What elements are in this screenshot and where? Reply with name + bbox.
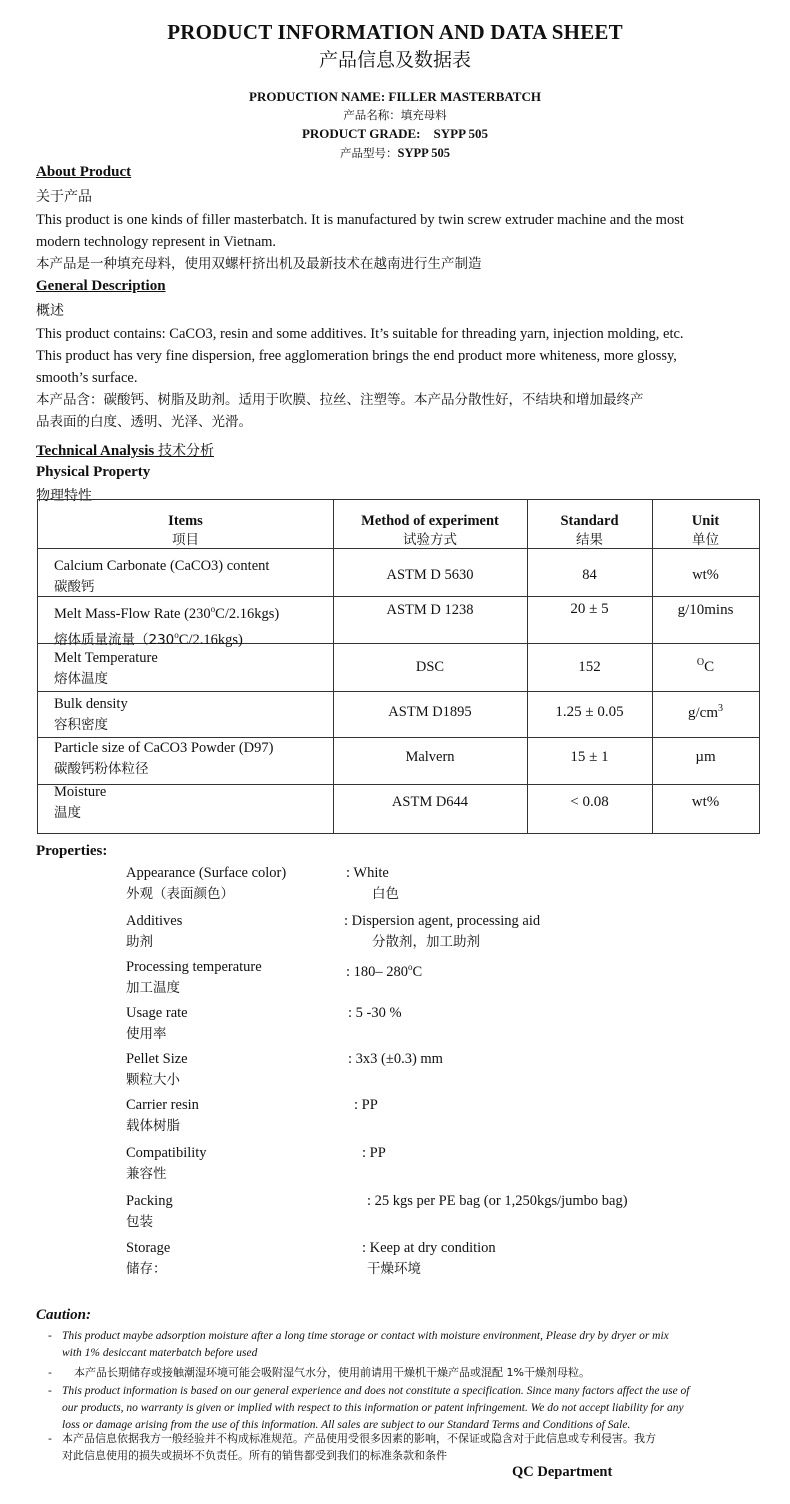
caution-line: 对此信息使用的损失或损坏不负责任。所有的销售都受到我们的标准条款和条件 xyxy=(62,1449,447,1462)
property-usage-rate xyxy=(126,1003,188,1045)
table-header-method xyxy=(333,512,527,550)
caution-dash: - xyxy=(48,1330,52,1342)
property-appearance xyxy=(126,863,286,905)
general-title: General Description xyxy=(36,278,166,294)
caution-dash: - xyxy=(48,1366,52,1379)
unit-text: g/cm xyxy=(688,705,718,721)
property-label-cn: 外观（表面颜色） xyxy=(126,886,234,902)
about-text-cn: 本产品是一种填充母料，使用双螺杆挤出机及最新技术在越南进行生产制造 xyxy=(36,256,482,272)
caution-line: 本产品长期储存或接触潮湿环境可能会吸附湿气水分，使用前请用干燥机干燥产品或混配 1%干燥剂母粒。 xyxy=(74,1366,590,1379)
product-grade-line xyxy=(0,126,790,142)
table-row-standard: 1.25 ± 0.05 xyxy=(555,704,624,720)
caution-line: This product maybe adsorption moisture after a long time storage or contact with moisture environment, Please dry by dryer or mix xyxy=(62,1330,669,1342)
property-processing-temperature xyxy=(126,957,262,999)
property-label: Additives xyxy=(126,913,183,929)
caution-item-cn xyxy=(48,1364,774,1381)
property-carrier-resin-value: : PP xyxy=(354,1097,378,1113)
property-label: Usage rate xyxy=(126,1005,188,1021)
table-header-items xyxy=(38,512,333,550)
property-label-cn: 助剂 xyxy=(126,934,153,950)
item-en: Bulk density xyxy=(54,696,128,712)
caution-item-cn xyxy=(48,1430,774,1464)
item-cn-part: C/2.16kgs) xyxy=(178,631,243,648)
table-row-unit: g/10mins xyxy=(677,602,734,618)
table-row-unit: wt% xyxy=(691,794,720,810)
table-row-standard: 84 xyxy=(582,567,597,583)
item-en-part: C/2.16kgs) xyxy=(215,605,280,622)
property-packing-value: : 25 kgs per PE bag (or 1,250kgs/jumbo bag) xyxy=(367,1193,628,1209)
property-label: Packing xyxy=(126,1193,173,1209)
general-text-line: smooth’s surface. xyxy=(36,370,138,386)
caution-line: loss or damage arising from the use of this information. All sales are subject to our Standard Terms and Conditions of Sale. xyxy=(62,1419,631,1431)
general-text-cn xyxy=(36,389,766,433)
item-cn: 碳酸钙 xyxy=(54,579,95,595)
header-cn: 项目 xyxy=(172,532,199,548)
header-en: Method of experiment xyxy=(361,513,499,529)
property-additives xyxy=(126,911,182,953)
production-name-label: PRODUCTION NAME: xyxy=(249,89,386,104)
table-header-standard xyxy=(527,512,652,550)
general-text-cn-line: 品表面的白度、透明、光泽、光滑。 xyxy=(36,414,252,430)
physical-title-cn: 物理特性 xyxy=(36,488,92,504)
property-value-cn: 白色 xyxy=(372,886,399,902)
property-value: : 180– 280 xyxy=(346,963,409,980)
production-name-line xyxy=(0,89,790,105)
item-en xyxy=(54,599,279,625)
product-grade-cn-value: SYPP 505 xyxy=(397,146,450,160)
table-row-unit: µm xyxy=(695,749,716,765)
about-text-line: This product is one kinds of filler masterbatch. It is manufactured by twin screw extruder machine and the most xyxy=(36,212,684,228)
table-row-unit: wt% xyxy=(692,567,719,583)
about-text-line: modern technology represent in Vietnam. xyxy=(36,234,277,250)
header-cn: 结果 xyxy=(576,532,603,548)
header-en: Unit xyxy=(691,513,720,529)
about-title: About Product xyxy=(36,164,132,180)
property-appearance-value xyxy=(346,863,399,905)
table-row-standard: < 0.08 xyxy=(570,794,609,810)
product-grade-label: PRODUCT GRADE: xyxy=(301,126,421,141)
property-label-cn: 加工温度 xyxy=(126,980,180,996)
property-value: : White xyxy=(346,865,389,881)
product-grade-cn-label: 产品型号： xyxy=(340,146,398,160)
caution-item xyxy=(48,1383,774,1434)
caution-line: This product information is based on our general experience and does not constitute a specification. Since many factors affect the use of xyxy=(62,1385,690,1397)
product-grade-value: SYPP 505 xyxy=(433,126,489,141)
unit-sup: O xyxy=(696,657,705,668)
item-en: Calcium Carbonate (CaCO3) content xyxy=(54,558,270,574)
property-usage-rate-value: : 5 -30 % xyxy=(348,1005,402,1021)
degree-mark: o xyxy=(174,629,179,640)
table-row-method: ASTM D 1238 xyxy=(386,602,474,618)
item-en-part: Melt Mass-Flow Rate (230 xyxy=(54,605,211,622)
property-value-cn: 分散剂，加工助剂 xyxy=(372,934,480,950)
table-row-method: ASTM D644 xyxy=(391,794,469,810)
property-additives-value xyxy=(344,911,540,953)
general-title-cn: 概述 xyxy=(36,303,64,319)
caution-line: our products, no warranty is given or implied with respect to this information or patent infringement. We do not accept liability for any xyxy=(62,1402,684,1414)
degree-mark: o xyxy=(210,604,216,614)
caution-line: 本产品信息依据我方一般经验并不构成标准规范。产品使用受很多因素的影响，不保证或隐含对于此信息或专利侵害。我方 xyxy=(62,1432,656,1445)
item-cn-part: 熔体质量流量（230 xyxy=(54,631,175,648)
header-en: Items xyxy=(168,513,203,529)
caution-item xyxy=(48,1328,774,1362)
table-row-item xyxy=(54,738,273,780)
property-label-cn: 使用率 xyxy=(126,1026,167,1042)
caution-dash: - xyxy=(48,1432,52,1445)
caution-line: with 1% desiccant materbatch before used xyxy=(62,1347,258,1359)
table-row-item xyxy=(54,556,269,598)
degree-mark: o xyxy=(408,962,413,972)
page-title: PRODUCT INFORMATION AND DATA SHEET xyxy=(167,20,623,44)
property-value-unit: C xyxy=(412,963,423,980)
property-label: Compatibility xyxy=(126,1145,207,1161)
table-row-standard: 20 ± 5 xyxy=(570,601,609,617)
header-cn: 单位 xyxy=(692,532,719,548)
technical-title: Technical Analysis xyxy=(36,443,155,459)
property-packing xyxy=(126,1191,173,1233)
table-row-method: ASTM D 5630 xyxy=(386,567,474,583)
table-divider xyxy=(38,784,759,785)
signature: QC Department xyxy=(512,1464,613,1480)
item-cn: 碳酸钙粉体粒径 xyxy=(54,761,149,777)
table-row-item xyxy=(54,599,279,651)
property-label: Storage xyxy=(126,1240,171,1256)
table-header-unit xyxy=(652,512,759,550)
property-label: Processing temperature xyxy=(126,959,262,975)
property-label: Carrier resin xyxy=(126,1097,199,1113)
table-divider xyxy=(38,691,759,692)
item-en: Melt Temperature xyxy=(54,650,158,666)
property-label-cn: 兼容性 xyxy=(126,1166,167,1182)
property-label-cn: 包装 xyxy=(126,1214,153,1230)
property-compatibility xyxy=(126,1143,207,1185)
header-en: Standard xyxy=(560,513,619,529)
table-row-unit xyxy=(652,657,759,676)
general-text xyxy=(36,323,776,389)
physical-property-table xyxy=(37,499,760,834)
general-text-line: This product has very fine dispersion, free agglomeration brings the end product more whiteness, more glossy, xyxy=(36,348,677,364)
properties-title: Properties: xyxy=(36,843,108,859)
item-en: Moisture xyxy=(54,784,107,800)
property-pellet-size xyxy=(126,1049,188,1091)
table-row-item xyxy=(54,694,128,736)
item-cn xyxy=(54,625,279,651)
table-row-method: DSC xyxy=(415,659,445,675)
property-value: : Dispersion agent, processing aid xyxy=(344,913,541,929)
caution-title: Caution: xyxy=(36,1307,92,1323)
general-text-cn-line: 本产品含：碳酸钙、树脂及助剂。适用于吹膜、拉丝、注塑等。本产品分散性好，不结块和增加最终产 xyxy=(36,392,644,408)
property-carrier-resin xyxy=(126,1095,199,1137)
table-row-standard: 152 xyxy=(578,659,601,675)
property-label: Pellet Size xyxy=(126,1051,188,1067)
unit-sup: 3 xyxy=(718,703,723,714)
technical-title-line xyxy=(36,440,214,460)
about-title-cn: 关于产品 xyxy=(36,189,92,205)
physical-title: Physical Property xyxy=(36,464,151,480)
table-row-item xyxy=(54,648,158,690)
table-row-item xyxy=(54,782,106,824)
property-label: Appearance (Surface color) xyxy=(126,865,287,881)
item-en: Particle size of CaCO3 Powder (D97) xyxy=(54,740,274,756)
property-storage-value xyxy=(362,1238,496,1280)
item-cn: 熔体温度 xyxy=(54,671,108,687)
property-compatibility-value: : PP xyxy=(362,1145,386,1161)
table-row-method: Malvern xyxy=(405,749,455,765)
table-row-unit xyxy=(652,703,759,722)
property-value: : Keep at dry condition xyxy=(362,1240,496,1256)
page-title-cn: 产品信息及数据表 xyxy=(318,49,471,71)
table-row-standard: 15 ± 1 xyxy=(570,749,609,765)
table-row-method: ASTM D1895 xyxy=(388,704,472,720)
item-cn: 温度 xyxy=(54,805,81,821)
property-value-cn: 干燥环境 xyxy=(367,1261,421,1277)
about-text xyxy=(36,209,776,253)
production-name-cn: 产品名称：填充母料 xyxy=(343,108,447,122)
general-text-line: This product contains: CaCO3, resin and some additives. It’s suitable for threading yarn, injection molding, etc. xyxy=(36,326,684,342)
item-cn: 容积密度 xyxy=(54,717,108,733)
property-processing-temperature-value xyxy=(346,957,422,983)
property-pellet-size-value: : 3x3 (±0.3) mm xyxy=(348,1051,443,1067)
property-label-cn: 载体树脂 xyxy=(126,1118,180,1134)
unit-text: C xyxy=(704,659,715,675)
property-storage xyxy=(126,1238,170,1280)
property-label-cn: 颗粒大小 xyxy=(126,1072,180,1088)
property-label-cn: 储存： xyxy=(126,1261,167,1277)
product-grade-cn-line xyxy=(0,145,790,161)
caution-dash: - xyxy=(48,1385,52,1397)
production-name-value: FILLER MASTERBATCH xyxy=(388,89,541,104)
technical-title-cn: 技术分析 xyxy=(157,443,214,459)
header-cn: 试验方式 xyxy=(403,532,457,548)
